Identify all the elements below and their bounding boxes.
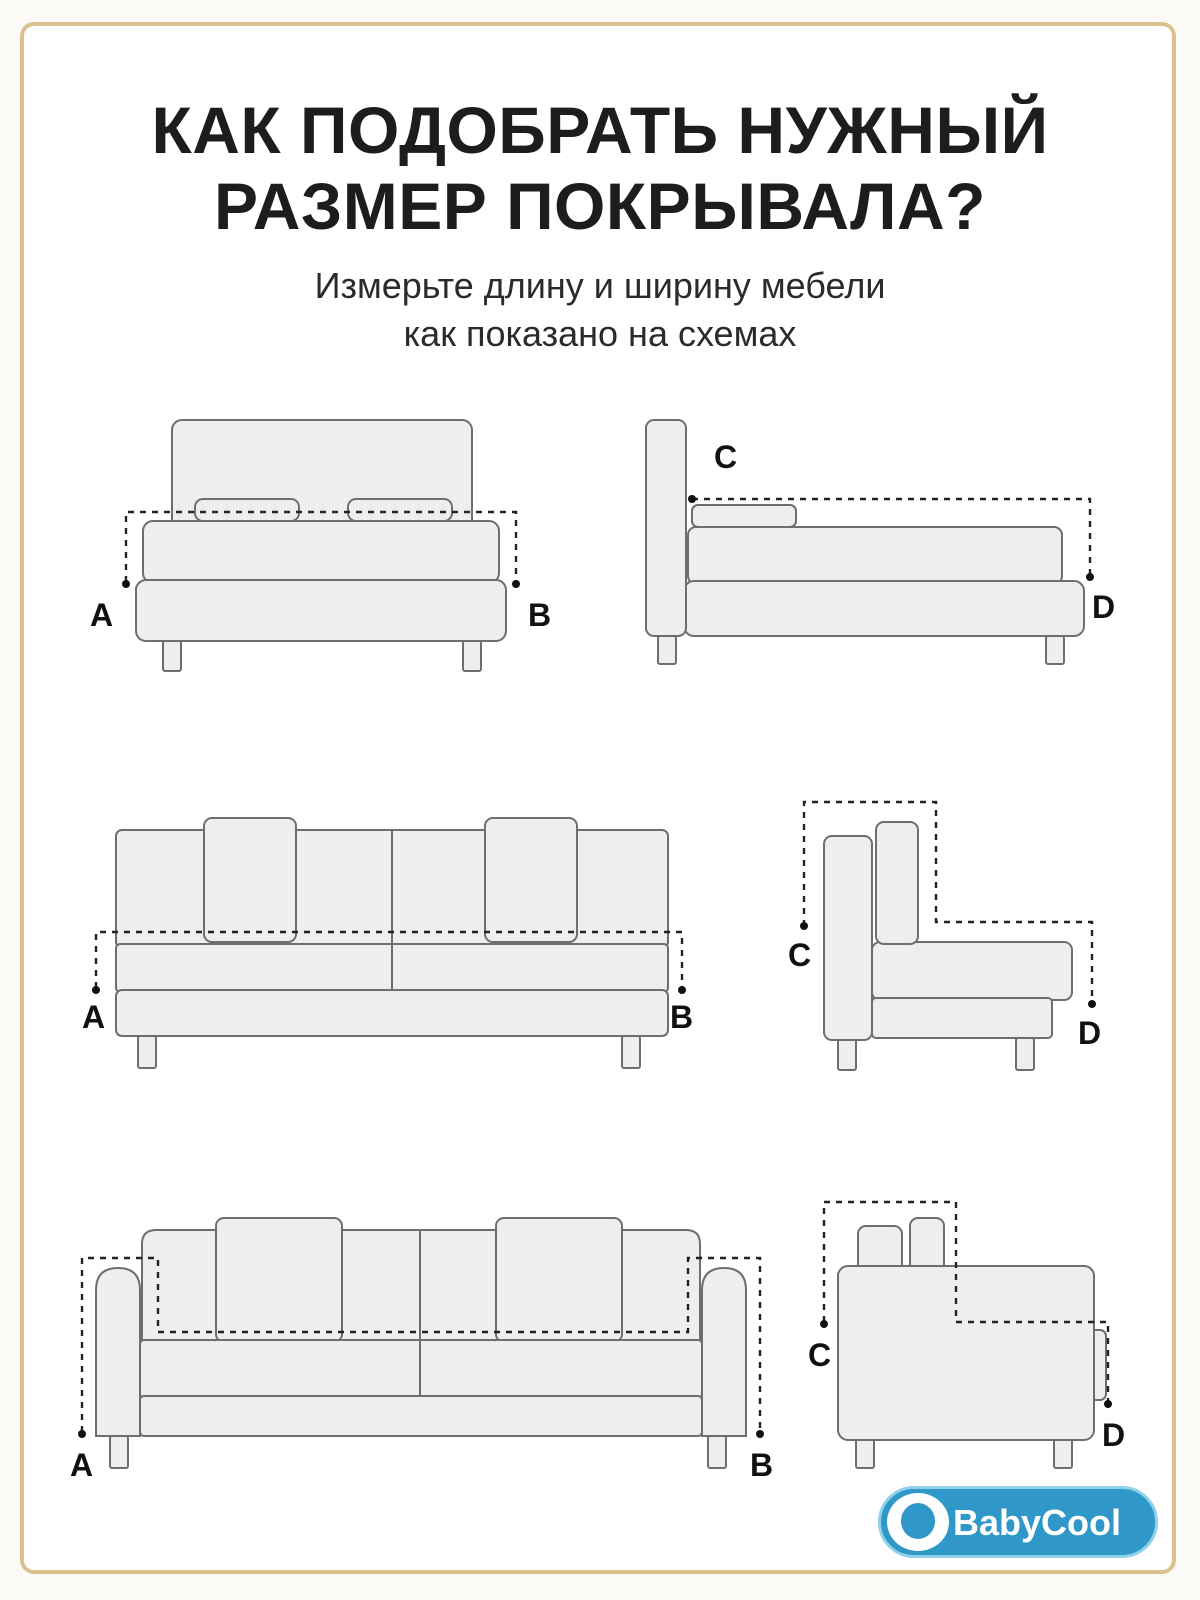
- sofa-front-point-b: [678, 986, 686, 994]
- couch-front-leg-left: [110, 1436, 128, 1468]
- bed-front-leg-left: [163, 641, 181, 671]
- bed-front-leg-right: [463, 641, 481, 671]
- sofa-front-leg-left: [138, 1036, 156, 1068]
- bear-face-icon: [901, 1503, 935, 1539]
- bed-front-base: [136, 580, 506, 641]
- couch-side-leg-right: [1054, 1438, 1072, 1468]
- couch-front-label-a: A: [70, 1447, 94, 1483]
- couch-front-diagram: [70, 1218, 773, 1483]
- bed-side-diagram: [646, 420, 1115, 664]
- couch-front-cushion-right: [496, 1218, 622, 1342]
- sofa-side-label-c: C: [788, 937, 812, 973]
- bed-front-pillow-left: [195, 499, 299, 521]
- bed-side-point-c: [688, 495, 696, 503]
- sofa-front-leg-right: [622, 1036, 640, 1068]
- sofa-front-cushion-left: [204, 818, 296, 942]
- couch-front-label-b: B: [750, 1447, 774, 1483]
- bed-side-leg-right: [1046, 636, 1064, 664]
- bed-side-leg-left: [658, 636, 676, 664]
- bed-side-label-d: D: [1092, 589, 1116, 625]
- couch-front-point-a: [78, 1430, 86, 1438]
- title-line-2: РАЗМЕР ПОКРЫВАЛА?: [214, 169, 986, 243]
- sofa-front-point-a: [92, 986, 100, 994]
- subtitle-line-2: как показано на схемах: [403, 313, 797, 354]
- bed-side-pillow: [692, 505, 796, 527]
- sofa-front-diagram: [82, 818, 693, 1068]
- couch-front-leg-right: [708, 1436, 726, 1468]
- bed-front-pillow-right: [348, 499, 452, 521]
- bed-front-point-a: [122, 580, 130, 588]
- sofa-side-leg-left: [838, 1038, 856, 1070]
- bed-front-mattress: [143, 521, 499, 583]
- sofa-side-back-cushion: [876, 822, 918, 944]
- bed-side-label-c: C: [714, 439, 738, 475]
- title-line-1: КАК ПОДОБРАТЬ НУЖНЫЙ: [151, 93, 1049, 167]
- bed-front-label-b: B: [528, 597, 552, 633]
- sofa-front-cushion-right: [485, 818, 577, 942]
- brand-logo: [878, 1486, 1158, 1558]
- sofa-front-label-a: A: [82, 999, 106, 1035]
- bed-side-point-d: [1086, 573, 1094, 581]
- sofa-side-label-d: D: [1078, 1015, 1102, 1051]
- couch-side-label-d: D: [1102, 1417, 1126, 1453]
- sofa-side-diagram: [788, 802, 1101, 1070]
- couch-side-point-c: [820, 1320, 828, 1328]
- couch-side-leg-left: [856, 1438, 874, 1468]
- sofa-side-point-d: [1088, 1000, 1096, 1008]
- couch-front-armrest-right: [702, 1268, 746, 1436]
- couch-front-base: [140, 1396, 702, 1436]
- brand-name: BabyCool: [953, 1502, 1122, 1543]
- couch-side-label-c: C: [808, 1337, 832, 1373]
- sofa-side-point-c: [800, 922, 808, 930]
- sofa-front-label-b: B: [670, 999, 694, 1035]
- bed-side-base: [684, 581, 1084, 636]
- bed-front-label-a: A: [90, 597, 114, 633]
- couch-front-armrest-left: [96, 1268, 140, 1436]
- bear-icon: [887, 1493, 949, 1551]
- bed-side-mattress: [688, 527, 1062, 584]
- couch-side-body: [838, 1266, 1094, 1440]
- sofa-side-leg-right: [1016, 1038, 1034, 1070]
- subtitle-line-1: Измерьте длину и ширину мебели: [314, 265, 886, 306]
- bed-front-point-b: [512, 580, 520, 588]
- bed-front-diagram: [90, 420, 551, 671]
- couch-front-cushion-left: [216, 1218, 342, 1342]
- bed-side-headboard: [646, 420, 686, 636]
- sofa-side-armrest: [824, 836, 872, 1040]
- sofa-front-base: [116, 990, 668, 1036]
- sofa-side-base: [872, 998, 1052, 1038]
- couch-side-diagram: [808, 1202, 1125, 1468]
- couch-side-point-d: [1104, 1400, 1112, 1408]
- couch-front-point-b: [756, 1430, 764, 1438]
- sofa-side-seat: [872, 942, 1072, 1000]
